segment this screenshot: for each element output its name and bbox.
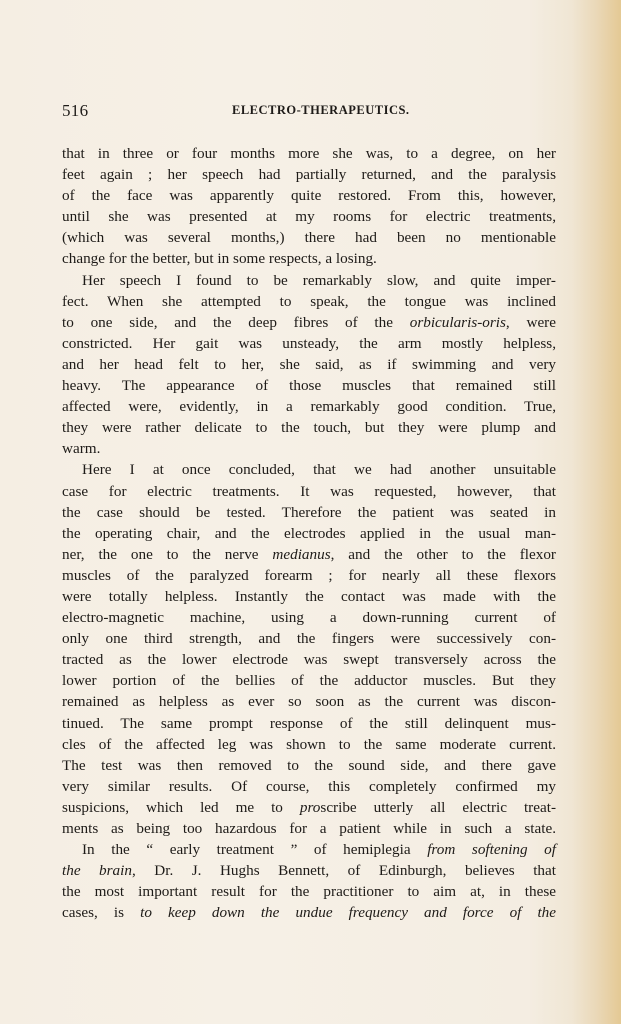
text-segment: , Dr. J. Hughs Bennett, of Edinburgh, believes that [131,862,556,880]
text-line [62,586,556,607]
text-line [62,438,556,459]
text-line [62,481,556,502]
text-segment: of the face was apparently quite restored. From this, however, [62,187,556,205]
text-segment: constricted. Her gait was unsteady, the arm mostly helpless, [62,334,556,352]
italic-text: from softening of [427,841,556,859]
text-line [62,881,556,902]
text-line [62,502,556,523]
text-segment: heavy. The appearance of those muscles that remained still [62,377,556,395]
text-line [62,818,556,839]
text-line [62,649,556,670]
text-line [62,354,556,375]
text-line [62,755,556,776]
text-line [62,333,556,354]
text-line [62,248,556,269]
text-segment: feet again ; her speech had partially returned, and the paralysis [62,166,556,184]
text-line [62,565,556,586]
text-line [62,312,556,333]
text-segment: fect. When she attempted to speak, the tongue was inclined [62,292,556,310]
text-segment: very similar results. Of course, this completely confirmed my [62,777,556,795]
text-segment: , and the other to the flexor [330,545,556,563]
text-segment: (which was several months,) there had been no mentionable [62,229,556,247]
text-line [62,607,556,628]
text-line [62,396,556,417]
text-segment: scribe utterly all electric treat- [320,798,556,816]
text-segment: , were [505,313,556,331]
text-segment: that in three or four months more she was, to a degree, on her [62,145,556,162]
text-segment: tinued. The same prompt response of the still delinquent mus- [62,714,556,732]
italic-text: medianus [272,545,331,563]
text-line [62,164,556,185]
text-segment: affected were, evidently, in a remarkably good condition. True, [62,398,556,416]
text-line [62,227,556,248]
text-segment: change for the better, but in some respects, a losing. [62,250,377,268]
text-line [62,670,556,691]
text-line [62,734,556,755]
text-segment: warm. [62,440,101,458]
text-segment: tracted as the lower electrode was swept transversely across the [62,651,556,669]
text-segment: case for electric treatments. It was requested, however, that [62,482,556,500]
text-segment: cases, is [62,904,141,922]
text-line [62,291,556,312]
text-line [62,902,556,923]
text-segment: ments as being too hazardous for a patient while in such a state. [62,820,556,837]
text-segment: Her speech I found to be remarkably slow, and quite imper- [82,271,556,289]
italic-text: orbicularis-oris [409,313,506,331]
text-line [62,270,556,291]
text-line [62,776,556,797]
text-line [62,375,556,396]
page-header [62,101,540,121]
text-segment: lower portion of the bellies of the adductor muscles. But they [62,672,556,690]
text-segment: the most important result for the practitioner to aim at, in these [62,883,556,901]
text-line [62,185,556,206]
text-segment: Here I at once concluded, that we had another unsuitable [82,461,556,479]
text-line [62,860,556,881]
text-segment: The test was then removed to the sound side, and there gave [62,756,556,774]
text-segment: were totally helpless. Instantly the contact was made with the [62,587,556,605]
text-line [62,459,556,480]
italic-text: pro [299,798,321,816]
text-line [62,523,556,544]
text-line [62,628,556,649]
text-segment: and her head felt to her, she said, as if swimming and very [62,355,556,373]
text-line [62,417,556,438]
text-segment: In the “ early treatment ” of hemiplegia [82,841,428,859]
text-line [62,797,556,818]
text-line [62,713,556,734]
text-segment: the case should be tested. Therefore the patient was seated in [62,503,556,521]
text-segment: electro-magnetic machine, using a down-running current of [62,609,556,627]
text-segment: muscles of the paralyzed forearm ; for nearly all these flexors [62,566,556,584]
running-head: ELECTRO-THERAPEUTICS. [232,103,410,117]
text-line [62,691,556,712]
text-segment: they were rather delicate to the touch, but they were plump and [62,419,556,437]
page-number: 516 [62,101,89,120]
text-line [62,839,556,860]
text-line [62,206,556,227]
text-segment: ner, the one to the nerve [62,545,273,563]
text-segment: remained as helpless as ever so soon as the current was discon- [62,693,556,711]
text-line [62,143,556,164]
text-segment: only one third strength, and the fingers were successively con- [62,630,556,648]
italic-text: to keep down the undue frequency and force of the [140,904,556,922]
body-text [62,143,556,923]
text-segment: the operating chair, and the electrodes applied in the usual man- [62,524,556,542]
text-line [62,544,556,565]
text-segment: cles of the affected leg was shown to the same moderate current. [62,735,556,753]
text-segment: suspicions, which led me to [62,798,300,816]
italic-text: the brain [62,862,132,880]
text-segment: to one side, and the deep fibres of the [62,313,410,331]
text-segment: until she was presented at my rooms for electric treatments, [62,208,556,226]
